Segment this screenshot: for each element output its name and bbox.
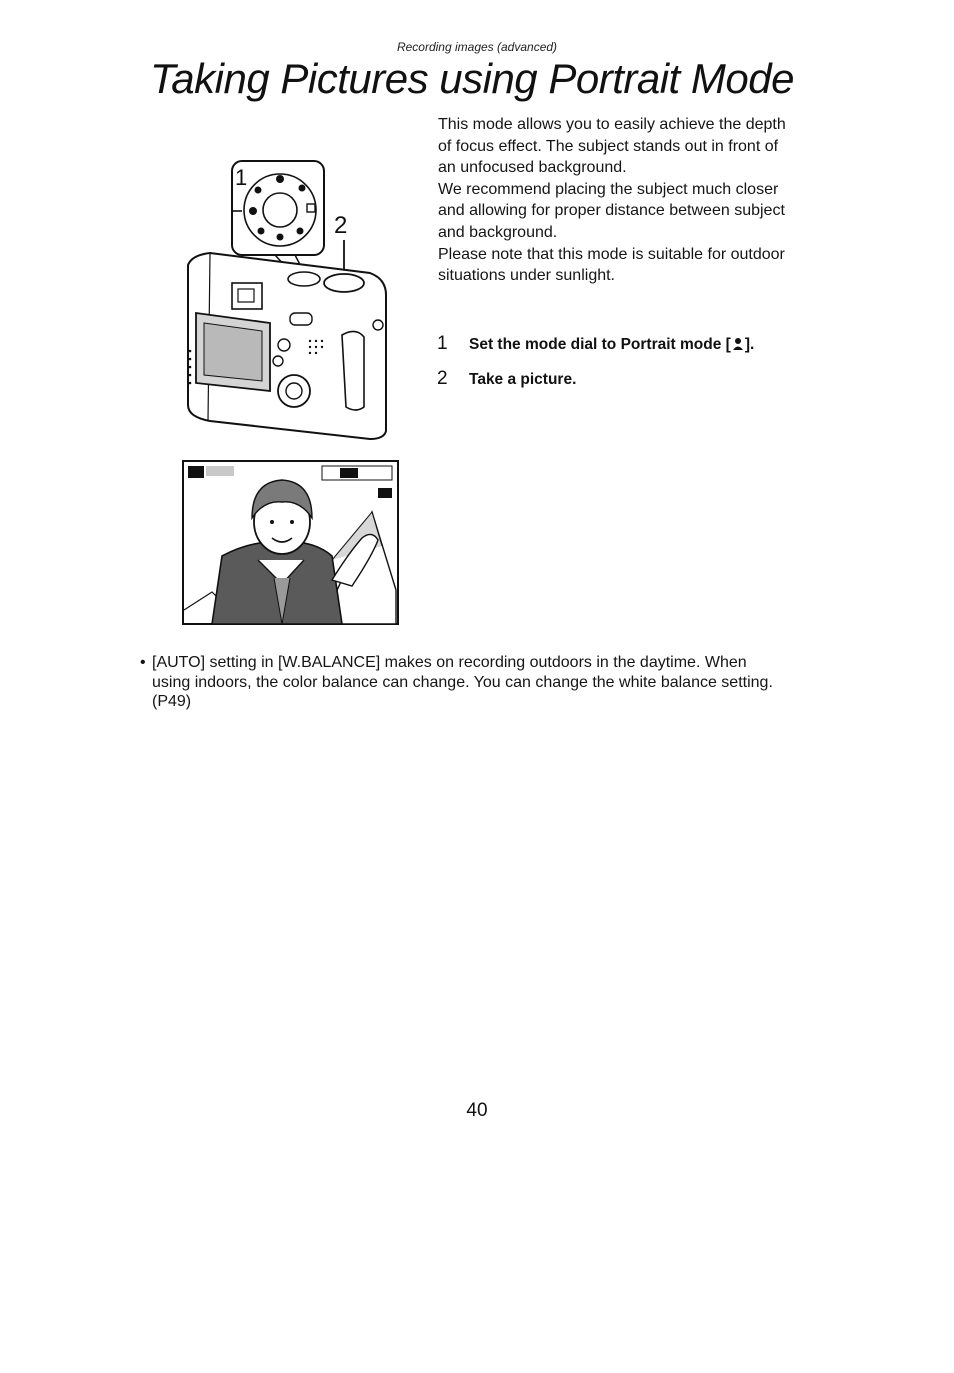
portrait-mode-icon: [188, 466, 204, 478]
step-number: 2: [437, 368, 448, 389]
portrait-mode-icon: [731, 337, 745, 351]
section-label: Recording images (advanced): [396, 40, 558, 54]
camera-illustration: [180, 155, 400, 445]
intro-paragraph: This mode allows you to easily achieve the depth of focus effect. The subject stands out in front of an unfocused background.: [438, 116, 786, 177]
note-text: [AUTO] setting in [W.BALANCE] makes on recording outdoors in the daytime. When using indoors, the color balance can change. You can change the white balance setting. (P49): [152, 654, 773, 710]
callout-2: 2: [334, 212, 348, 239]
bullet: •: [140, 654, 146, 671]
callout-1: 1: [235, 165, 248, 190]
step-text: Set the mode dial to Portrait mode [ ].: [469, 336, 755, 353]
portrait-screen-illustration: [182, 460, 400, 626]
intro-paragraph: Please note that this mode is suitable for outdoor situations under sunlight.: [438, 245, 785, 285]
page-number: 40: [466, 1100, 488, 1121]
step-1: [437, 333, 837, 355]
intro-text: [438, 114, 798, 287]
page-title: Taking Pictures using Portrait Mode: [150, 55, 794, 102]
intro-paragraph: We recommend placing the subject much closer and allowing for proper distance between subject and background.: [438, 180, 785, 241]
note: [140, 653, 780, 712]
step-text: Take a picture.: [469, 371, 577, 388]
step-2: [437, 368, 837, 390]
step-number: 1: [437, 333, 448, 354]
